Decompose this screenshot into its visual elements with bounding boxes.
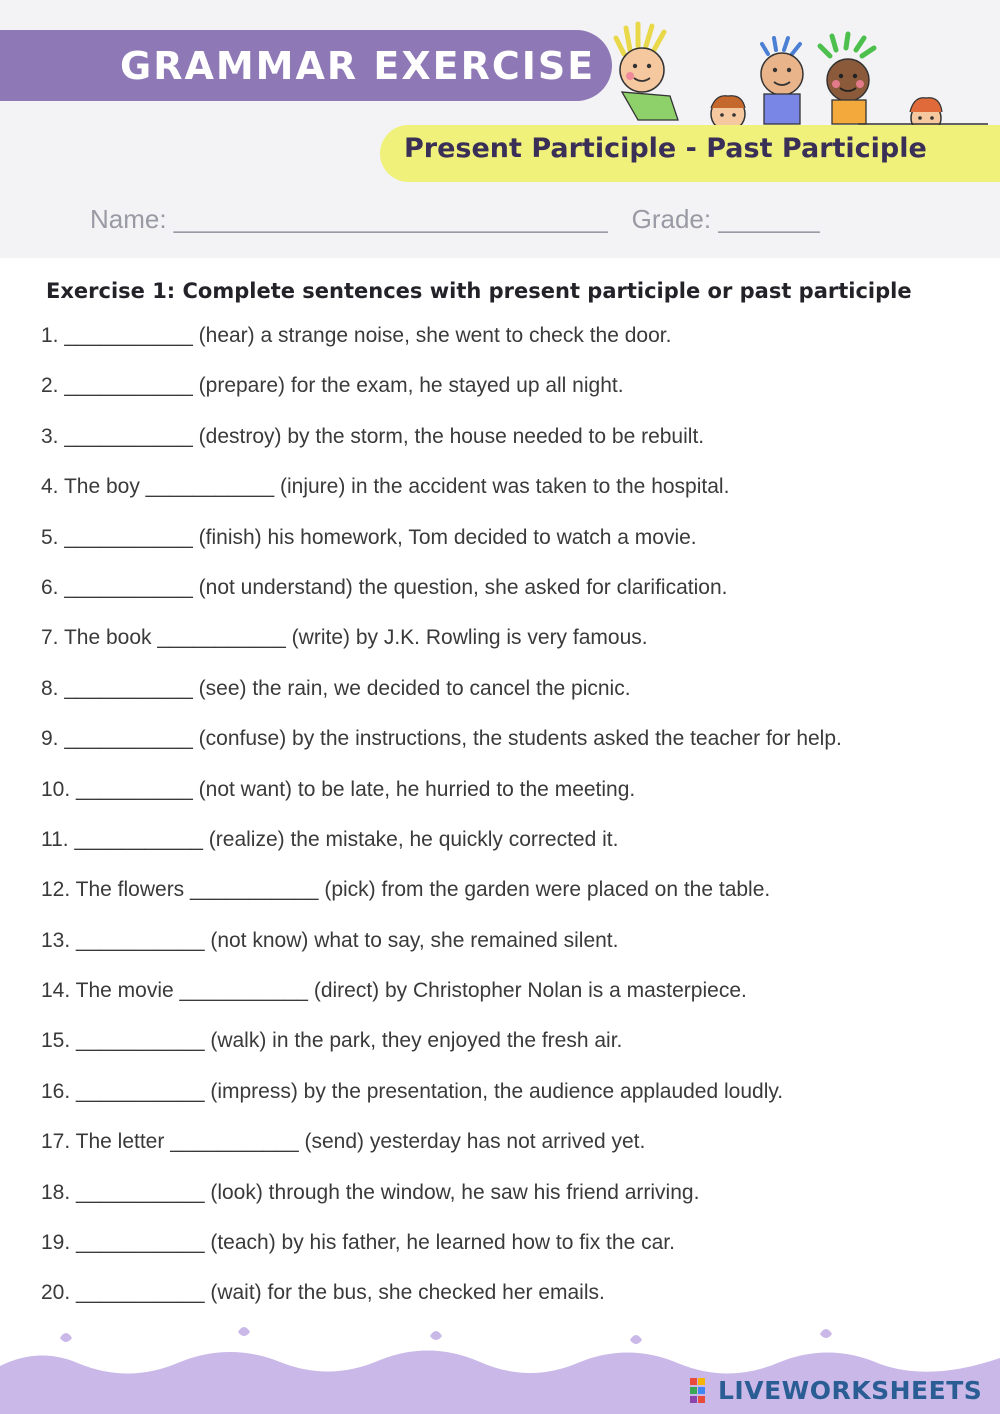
children-illustration [608,20,998,132]
question-item: 20. ___________ (wait) for the bus, she checked her emails. [41,1281,605,1305]
brand-name: LIVEWORKSHEETS [718,1376,983,1405]
question-list [41,318,981,1326]
question-item: 18. ___________ (look) through the window, he saw his friend arriving. [41,1180,700,1204]
brand-footer[interactable] [690,1376,990,1406]
question-item: 11. ___________ (realize) the mistake, he quickly corrected it. [41,827,619,851]
question-item: 8. ___________ (see) the rain, we decided to cancel the picnic. [41,676,631,700]
question-item: 2. ___________ (prepare) for the exam, he stayed up all night. [41,374,624,398]
question-item: 3. ___________ (destroy) by the storm, the house needed to be rebuilt. [41,424,705,448]
kid-yellow-hair-icon [616,24,678,120]
name-field[interactable]: Name: ______________________________ [90,204,608,234]
question-item: 6. ___________ (not understand) the question, she asked for clarification. [41,575,728,599]
question-item: 5. ___________ (finish) his homework, Tom decided to watch a movie. [41,525,697,549]
question-item: 7. The book ___________ (write) by J.K. Rowling is very famous. [41,626,648,650]
question-item: 12. The flowers ___________ (pick) from the garden were placed on the table. [41,878,771,902]
kid-blue-hair-icon [761,38,803,124]
question-item: 4. The boy ___________ (injure) in the accident was taken to the hospital. [41,475,730,499]
question-item: 16. ___________ (impress) by the presentation, the audience applauded loudly. [41,1079,784,1103]
question-item: 19. ___________ (teach) by his father, he learned how to fix the car. [41,1231,675,1255]
question-item: 15. ___________ (walk) in the park, they enjoyed the fresh air. [41,1029,623,1053]
page-title: GRAMMAR EXERCISE [120,44,596,88]
liveworksheets-logo-icon [690,1378,714,1404]
question-item: 14. The movie ___________ (direct) by Christopher Nolan is a masterpiece. [41,979,747,1003]
question-item: 10. __________ (not want) to be late, he hurried to the meeting. [41,777,636,801]
name-grade-line [90,204,970,235]
question-item: 1. ___________ (hear) a strange noise, she went to check the door. [41,324,672,347]
subtitle: Present Participle - Past Participle [404,133,927,164]
exercise-heading: Exercise 1: Complete sentences with present participle or past participle [46,279,912,303]
question-item: 17. The letter ___________ (send) yesterday has not arrived yet. [41,1130,646,1154]
kid-green-hair-icon [820,34,874,124]
question-item: 9. ___________ (confuse) by the instructions, the students asked the teacher for help. [41,727,842,751]
grade-field[interactable]: Grade: _______ [631,204,820,234]
question-item: 13. ___________ (not know) what to say, she remained silent. [41,928,619,952]
